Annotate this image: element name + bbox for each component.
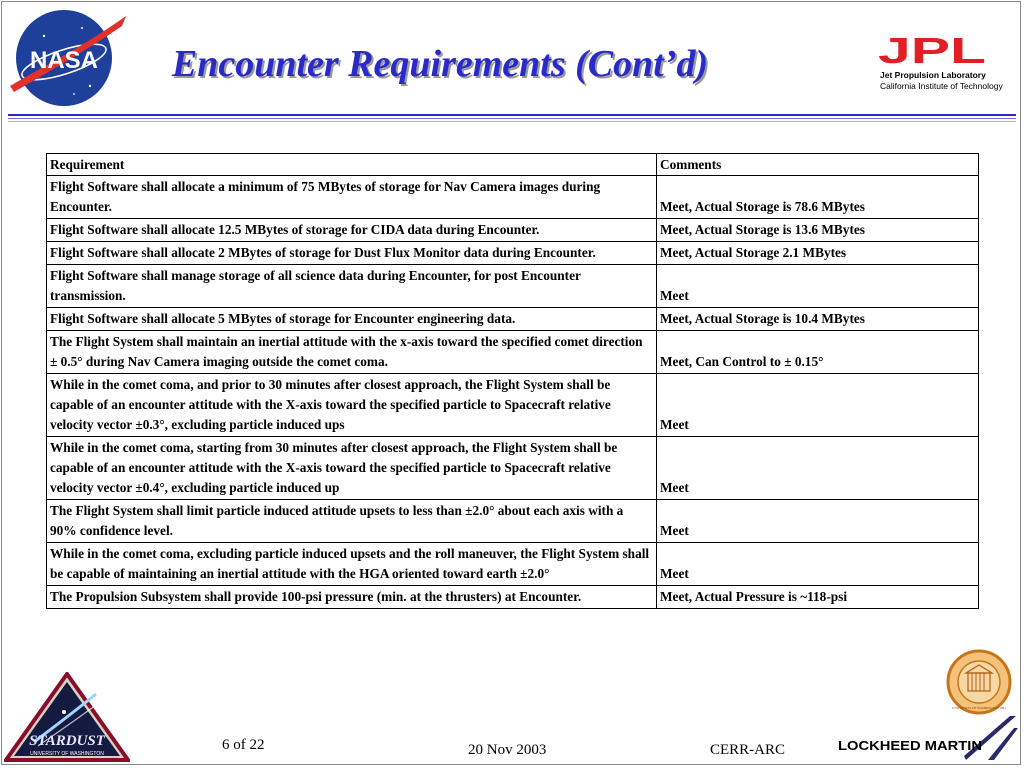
footer-doc-code: CERR-ARC (710, 742, 786, 758)
requirement-cell: While in the comet coma, starting from 30 minutes after closest approach, the Flight System shall be capable of an encounter attitude with the X-axis toward the specified particle to Spacecraft relative velocity vector ±0.4°, excluding particle induced up (47, 437, 657, 500)
requirement-cell: Flight Software shall manage storage of all science data during Encounter, for post Encounter transmission. (47, 265, 657, 308)
requirement-cell: Flight Software shall allocate 2 MBytes of storage for Dust Flux Monitor data during Encounter. (47, 242, 657, 265)
header-rule (8, 118, 1016, 119)
stardust-logo (4, 672, 130, 764)
comment-cell: Meet, Actual Storage is 78.6 MBytes (657, 176, 979, 219)
footer-date: 20 Nov 2003 (468, 742, 547, 758)
jpl-name: Jet Propulsion Laboratory (880, 70, 986, 80)
comment-cell: Meet, Actual Storage 2.1 MBytes (657, 242, 979, 265)
header-rule (8, 121, 1016, 122)
table-row (47, 374, 979, 437)
university-seal (946, 649, 1012, 715)
table-row (47, 331, 979, 374)
nasa-logo-text: NASA (29, 47, 99, 74)
lockheed-martin-logo (838, 712, 1020, 764)
comment-cell: Meet, Actual Storage is 13.6 MBytes (657, 219, 979, 242)
column-header-requirement: Requirement (47, 154, 657, 176)
requirement-cell: The Propulsion Subsystem shall provide 100-psi pressure (min. at the thrusters) at Encounter. (47, 586, 657, 609)
stardust-subtext: UNIVERSITY OF WASHINGTON (30, 751, 104, 757)
comment-cell: Meet (657, 374, 979, 437)
table-row (47, 543, 979, 586)
page-title: Encounter Requirements (Cont’d) (171, 43, 709, 85)
requirement-cell: While in the comet coma, and prior to 30 minutes after closest approach, the Flight System shall be capable of an encounter attitude with the X-axis toward the specified particle to Spacecraft relative velocity vector ±0.3°, excluding particle induced ups (47, 374, 657, 437)
table-row (47, 242, 979, 265)
table-row (47, 219, 979, 242)
header-rule (8, 114, 1016, 116)
column-header-comments: Comments (657, 154, 979, 176)
requirements-table (46, 153, 979, 609)
nasa-logo (4, 6, 128, 110)
requirement-cell: While in the comet coma, excluding particle induced upsets and the roll maneuver, the Flight System shall be capable of maintaining an inertial attitude with the HGA oriented toward earth ±2.0° (47, 543, 657, 586)
page-number: 6 of 22 (222, 737, 265, 753)
comment-cell: Meet (657, 543, 979, 586)
requirement-cell: Flight Software shall allocate 12.5 MBytes of storage for CIDA data during Encounter. (47, 219, 657, 242)
stardust-logo-text: STARDUST (29, 733, 105, 749)
jpl-institution: California Institute of Technology (880, 81, 1003, 91)
table-row (47, 308, 979, 331)
table-row (47, 586, 979, 609)
comment-cell: Meet, Actual Pressure is ~118-psi (657, 586, 979, 609)
requirement-cell: The Flight System shall maintain an inertial attitude with the x-axis toward the specified comet direction ± 0.5° during Nav Camera imaging outside the comet coma. (47, 331, 657, 374)
requirement-cell: The Flight System shall limit particle induced attitude upsets to less than ±2.0° about each axis with a 90% confidence level. (47, 500, 657, 543)
table-row (47, 265, 979, 308)
comment-cell: Meet, Actual Storage is 10.4 MBytes (657, 308, 979, 331)
jpl-logo-block (878, 34, 1018, 96)
requirement-cell: Flight Software shall allocate a minimum of 75 MBytes of storage for Nav Camera images during Encounter. (47, 176, 657, 219)
comment-cell: Meet (657, 500, 979, 543)
comment-cell: Meet (657, 265, 979, 308)
requirement-cell: Flight Software shall allocate 5 MBytes of storage for Encounter engineering data. (47, 308, 657, 331)
university-seal-text: UNIVERSITY OF WASHINGTON 1861 (952, 706, 1007, 710)
jpl-logo (878, 34, 990, 66)
table-row (47, 437, 979, 500)
table-row (47, 500, 979, 543)
lockheed-martin-text: LOCKHEED MARTIN (838, 738, 982, 753)
table-row (47, 176, 979, 219)
table-header-row (47, 154, 979, 176)
comment-cell: Meet, Can Control to ± 0.15° (657, 331, 979, 374)
comment-cell: Meet (657, 437, 979, 500)
jpl-wordmark: JPL (878, 34, 986, 66)
